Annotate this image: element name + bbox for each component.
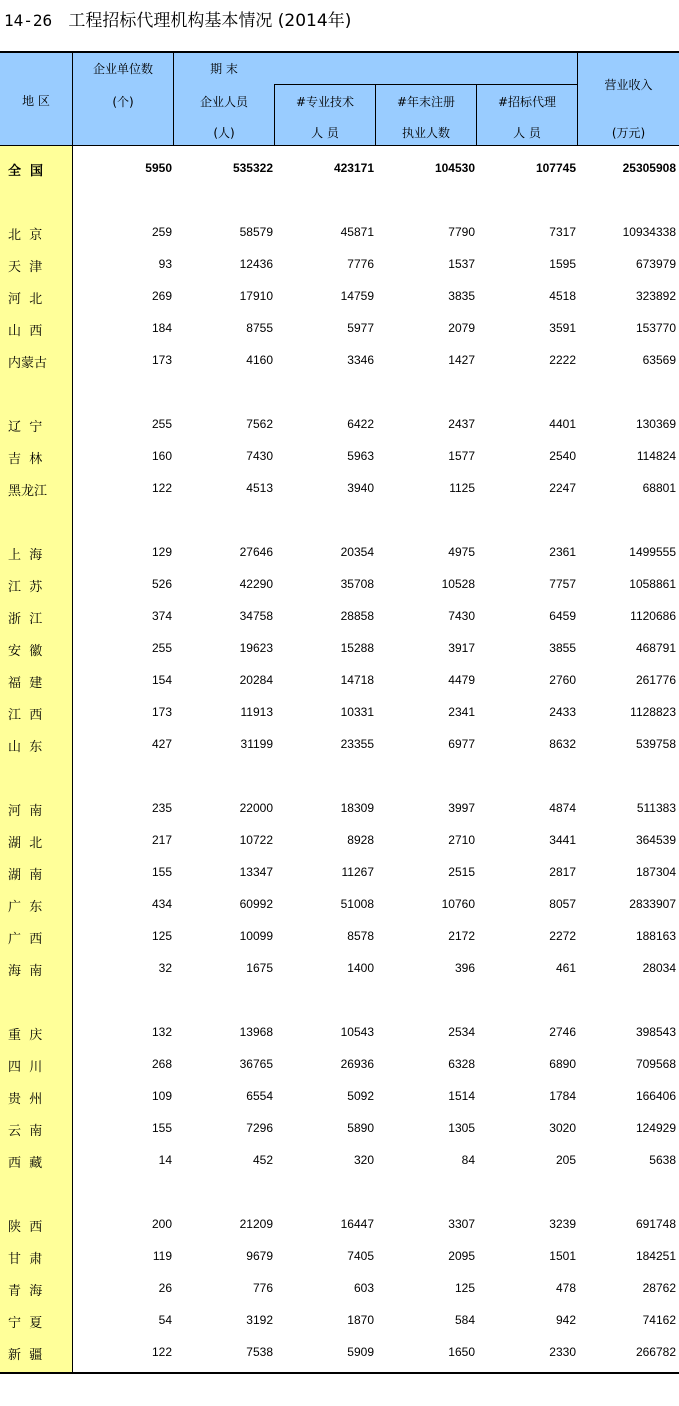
table-cell: 5963: [347, 449, 374, 463]
table-cell: 68801: [642, 481, 676, 495]
region-name: 四 川: [8, 1060, 43, 1075]
table-cell: 3239: [549, 1217, 576, 1231]
table-cell: 7790: [448, 225, 475, 239]
region-name: 海 南: [8, 964, 43, 979]
table-cell: 27646: [239, 545, 273, 559]
region-name: 湖 北: [8, 836, 43, 851]
table-cell: 511383: [636, 801, 676, 815]
table-cell: 42290: [239, 577, 273, 591]
table-cell: 153770: [635, 321, 676, 335]
table-cell: 58579: [239, 225, 273, 239]
table-cell: 1537: [448, 257, 475, 271]
table-cell: 539758: [635, 737, 676, 751]
region-name: 河 北: [8, 292, 43, 307]
table-cell: 709568: [635, 1057, 676, 1071]
table-cell: 3835: [448, 289, 475, 303]
table-cell: 13347: [239, 865, 273, 879]
table-cell: 2272: [549, 929, 576, 943]
table-cell: 8578: [347, 929, 374, 943]
table-cell: 526: [151, 577, 172, 591]
table-cell: 8928: [347, 833, 374, 847]
table-cell: 14759: [340, 289, 374, 303]
table-cell: 11913: [240, 705, 273, 719]
table-cell: 3997: [448, 801, 475, 815]
header-agency-staff-2: 人 员: [513, 126, 541, 140]
table-cell: 3441: [549, 833, 576, 847]
region-name: 广 西: [8, 932, 43, 947]
table-cell: 16447: [340, 1217, 374, 1231]
table-cell: 31199: [240, 737, 273, 751]
table-cell: 84: [461, 1153, 475, 1167]
table-cell: 673979: [635, 257, 676, 271]
table-cell: 188163: [635, 929, 676, 943]
table-cell: 942: [555, 1313, 576, 1327]
table-number: 14-26: [4, 11, 53, 30]
region-name: 内蒙古: [8, 356, 48, 371]
region-name: 西 藏: [8, 1156, 43, 1171]
table-cell: 5890: [347, 1121, 374, 1135]
table-cell: 14: [158, 1153, 172, 1167]
table-cell: 12436: [239, 257, 273, 271]
table-cell: 2710: [448, 833, 475, 847]
table-cell: 173: [151, 353, 172, 367]
table-cell: 2760: [549, 673, 576, 687]
table-cell: 1514: [448, 1089, 475, 1103]
table-cell: 10331: [340, 705, 374, 719]
table-cell: 6977: [448, 737, 475, 751]
header-registered: #年末注册: [396, 95, 456, 109]
table-cell: 255: [151, 641, 172, 655]
table-cell: 10543: [340, 1025, 374, 1039]
table-cell: 1120686: [630, 609, 676, 623]
table-cell: 14718: [340, 673, 374, 687]
table-cell: 7296: [246, 1121, 273, 1135]
table-cell: 320: [353, 1153, 374, 1167]
table-cell: 2833907: [629, 897, 676, 911]
header-period-end: 期 末: [210, 62, 238, 76]
header-staff-unit: (人): [213, 126, 235, 140]
header-tech-staff-2: 人 员: [311, 126, 339, 140]
table-cell: 5909: [347, 1345, 374, 1359]
table-cell: 28034: [642, 961, 676, 975]
table-cell: 2746: [549, 1025, 576, 1039]
table-cell: 200: [151, 1217, 172, 1231]
table-cell: 3591: [549, 321, 576, 335]
table-cell: 28762: [642, 1281, 676, 1295]
region-name: 福 建: [8, 676, 43, 691]
table-cell: 23355: [340, 737, 374, 751]
table-cell: 166406: [635, 1089, 676, 1103]
table-cell: 776: [252, 1281, 273, 1295]
table-cell: 2222: [549, 353, 576, 367]
table-cell: 398543: [635, 1025, 676, 1039]
table-cell: 3307: [448, 1217, 475, 1231]
table-cell: 160: [151, 449, 172, 463]
table-cell: 3855: [549, 641, 576, 655]
table-cell: 2437: [448, 417, 475, 431]
table-cell: 1305: [448, 1121, 475, 1135]
table-cell: 7317: [549, 225, 576, 239]
region-name: 吉 林: [8, 452, 43, 467]
table-title: [4, 6, 351, 31]
header-staff: 企业人员: [199, 95, 248, 109]
region-name: 云 南: [8, 1124, 43, 1139]
table-cell: 4401: [549, 417, 576, 431]
table-cell: 13968: [239, 1025, 273, 1039]
region-name: 北 京: [8, 228, 43, 243]
region-name: 河 南: [8, 804, 43, 819]
table-cell: 10528: [441, 577, 475, 591]
table-cell: 7538: [246, 1345, 273, 1359]
table-cell: 187304: [635, 865, 676, 879]
table-cell: 1650: [448, 1345, 475, 1359]
table-cell: 109: [151, 1089, 172, 1103]
table-cell: 18309: [340, 801, 374, 815]
table-cell: 1128823: [630, 705, 676, 719]
table-cell: 60992: [239, 897, 273, 911]
table-cell: 107745: [535, 161, 576, 175]
table-cell: 184: [151, 321, 172, 335]
table-cell: 396: [454, 961, 475, 975]
table-cell: 468791: [635, 641, 676, 655]
table-cell: 26: [158, 1281, 172, 1295]
table-cell: 269: [151, 289, 172, 303]
table-cell: 9679: [246, 1249, 273, 1263]
table-cell: 6422: [347, 417, 374, 431]
region-name: 陕 西: [8, 1220, 43, 1235]
period-end-underline: [274, 84, 577, 85]
table-cell: 20284: [239, 673, 273, 687]
table-cell: 259: [151, 225, 172, 239]
region-name: 广 东: [8, 900, 43, 915]
table-cell: 268: [151, 1057, 172, 1071]
table-cell: 2515: [448, 865, 475, 879]
table-cell: 235: [151, 801, 172, 815]
header-revenue: 营业收入: [604, 78, 653, 92]
table-cell: 2341: [448, 705, 475, 719]
header-region: 地 区: [22, 94, 50, 108]
region-name: 上 海: [8, 548, 43, 563]
table-cell: 266782: [635, 1345, 676, 1359]
table-cell: 34758: [239, 609, 273, 623]
table-title-text: 工程招标代理机构基本情况 (2014年): [68, 11, 352, 31]
table-cell: 7757: [549, 577, 576, 591]
table-cell: 1595: [549, 257, 576, 271]
header-bottom-rule: [0, 145, 679, 146]
table-cell: 3917: [448, 641, 475, 655]
header-units-count-unit: (个): [112, 95, 134, 109]
table-cell: 26936: [340, 1057, 374, 1071]
table-cell: 22000: [239, 801, 273, 815]
bottom-rule: [0, 1372, 679, 1374]
table-cell: 21209: [239, 1217, 273, 1231]
table-cell: 154: [151, 673, 172, 687]
table-cell: 6890: [549, 1057, 576, 1071]
table-cell: 8755: [246, 321, 273, 335]
region-name: 重 庆: [8, 1028, 43, 1043]
table-cell: 5638: [649, 1153, 676, 1167]
table-cell: 10099: [239, 929, 273, 943]
table-cell: 6554: [246, 1089, 273, 1103]
table-cell: 173: [151, 705, 172, 719]
table-cell: 54: [158, 1313, 172, 1327]
table-cell: 19623: [239, 641, 273, 655]
table-cell: 129: [151, 545, 172, 559]
table-cell: 423171: [333, 161, 374, 175]
table-cell: 11267: [341, 865, 374, 879]
header-registered-2: 执业人数: [401, 126, 450, 140]
table-cell: 32: [158, 961, 172, 975]
table-cell: 122: [151, 1345, 172, 1359]
table-cell: 124929: [635, 1121, 676, 1135]
header-units-count: 企业单位数: [92, 62, 153, 76]
table-cell: 2079: [448, 321, 475, 335]
table-cell: 364539: [635, 833, 676, 847]
table-cell: 63569: [642, 353, 676, 367]
table-cell: 4975: [448, 545, 475, 559]
table-cell: 584: [454, 1313, 475, 1327]
table-cell: 7430: [448, 609, 475, 623]
table-cell: 93: [158, 257, 172, 271]
table-cell: 8057: [549, 897, 576, 911]
table-cell: 104530: [434, 161, 475, 175]
table-cell: 28858: [340, 609, 374, 623]
table-cell: 2817: [549, 865, 576, 879]
region-name: 天 津: [8, 260, 43, 275]
region-name: 江 西: [8, 708, 43, 723]
table-cell: 6459: [549, 609, 576, 623]
table-cell: 184251: [635, 1249, 676, 1263]
table-cell: 374: [151, 609, 172, 623]
table-cell: 2247: [549, 481, 576, 495]
table-cell: 25305908: [622, 161, 676, 175]
table-cell: 1499555: [629, 545, 676, 559]
region-name: 新 疆: [8, 1348, 43, 1363]
table-cell: 1675: [246, 961, 273, 975]
table-cell: 691748: [635, 1217, 676, 1231]
region-name: 辽 宁: [8, 420, 43, 435]
table-cell: 35708: [340, 577, 374, 591]
region-name: 安 徽: [8, 644, 43, 659]
table-cell: 535322: [232, 161, 273, 175]
table-cell: 4874: [549, 801, 576, 815]
table-cell: 5092: [347, 1089, 374, 1103]
table-cell: 155: [151, 1121, 172, 1135]
region-name: 黑龙江: [8, 484, 48, 499]
table-cell: 1870: [347, 1313, 374, 1327]
table-cell: 2540: [549, 449, 576, 463]
table-cell: 132: [151, 1025, 172, 1039]
region-name: 江 苏: [8, 580, 43, 595]
table-cell: 2095: [448, 1249, 475, 1263]
table-cell: 434: [151, 897, 172, 911]
table-cell: 1501: [549, 1249, 576, 1263]
table-cell: 122: [151, 481, 172, 495]
table-cell: 3020: [549, 1121, 576, 1135]
table-cell: 7430: [246, 449, 273, 463]
table-cell: 130369: [635, 417, 676, 431]
region-name: 宁 夏: [8, 1316, 43, 1331]
table-cell: 1125: [449, 481, 475, 495]
region-name: 山 西: [8, 324, 43, 339]
table-cell: 5977: [347, 321, 374, 335]
table-cell: 1058861: [629, 577, 676, 591]
table-cell: 1577: [448, 449, 475, 463]
table-cell: 45871: [340, 225, 374, 239]
region-name: 湖 南: [8, 868, 43, 883]
table-cell: 8632: [549, 737, 576, 751]
table-cell: 2361: [549, 545, 576, 559]
region-divider: [72, 53, 73, 1372]
table-cell: 119: [152, 1249, 172, 1263]
table-cell: 5950: [145, 161, 172, 175]
table-cell: 155: [151, 865, 172, 879]
table-cell: 205: [555, 1153, 576, 1167]
table-cell: 15288: [340, 641, 374, 655]
table-cell: 10760: [441, 897, 475, 911]
table-cell: 2433: [549, 705, 576, 719]
table-cell: 427: [151, 737, 172, 751]
region-name: 贵 州: [8, 1092, 43, 1107]
table-cell: 36765: [239, 1057, 273, 1071]
table-cell: 478: [555, 1281, 576, 1295]
table-cell: 74162: [642, 1313, 676, 1327]
table-cell: 3940: [347, 481, 374, 495]
table-cell: 2330: [549, 1345, 576, 1359]
table-cell: 10722: [239, 833, 273, 847]
region-name: 全 国: [8, 164, 44, 179]
region-name: 山 东: [8, 740, 43, 755]
table-cell: 217: [151, 833, 172, 847]
table-cell: 125: [454, 1281, 475, 1295]
region-name: 甘 肃: [8, 1252, 43, 1267]
table-cell: 10934338: [622, 225, 676, 239]
header-tech-staff: #专业技术: [295, 95, 355, 109]
table-cell: 4479: [448, 673, 475, 687]
table-cell: 114824: [636, 449, 676, 463]
table-cell: 51008: [340, 897, 374, 911]
table-cell: 4160: [246, 353, 273, 367]
table-cell: 1400: [347, 961, 374, 975]
table-cell: 1784: [549, 1089, 576, 1103]
table-cell: 261776: [635, 673, 676, 687]
table-cell: 2172: [448, 929, 475, 943]
table-cell: 461: [555, 961, 576, 975]
table-cell: 20354: [340, 545, 374, 559]
table-cell: 3192: [246, 1313, 273, 1327]
region-name: 青 海: [8, 1284, 43, 1299]
table-cell: 4518: [549, 289, 576, 303]
table-cell: 2534: [448, 1025, 475, 1039]
table-cell: 1427: [448, 353, 475, 367]
table-cell: 7405: [347, 1249, 374, 1263]
table-cell: 3346: [347, 353, 374, 367]
table-cell: 17910: [239, 289, 273, 303]
table-cell: 4513: [246, 481, 273, 495]
table-cell: 323892: [635, 289, 676, 303]
region-name: 浙 江: [8, 612, 43, 627]
table-cell: 125: [151, 929, 172, 943]
table-cell: 6328: [448, 1057, 475, 1071]
table-cell: 7562: [246, 417, 273, 431]
table-cell: 603: [353, 1281, 374, 1295]
header-agency-staff: #招标代理: [497, 95, 557, 109]
table-cell: 452: [252, 1153, 273, 1167]
table-cell: 255: [151, 417, 172, 431]
table-cell: 7776: [347, 257, 374, 271]
header-revenue-unit: (万元): [611, 126, 646, 140]
